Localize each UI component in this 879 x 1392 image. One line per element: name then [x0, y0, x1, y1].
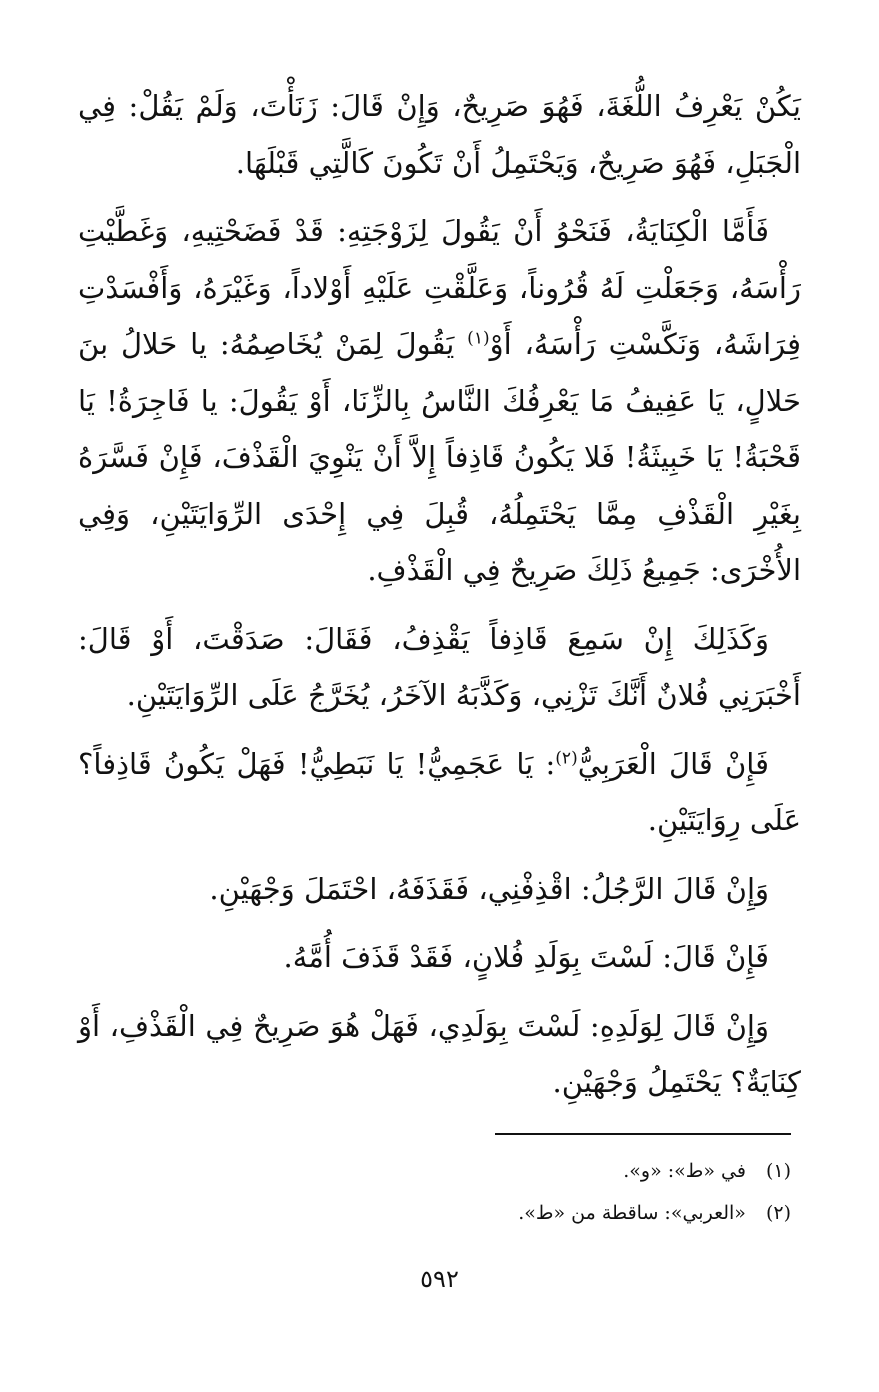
footnotes	[200, 1150, 791, 1234]
footnote-2-number: (٢)	[765, 1202, 791, 1224]
paragraph-6	[78, 929, 801, 986]
paragraph-6-text: فَإِنْ قَالَ: لَسْتَ بِوَلَدِ فُلانٍ، فَقَدْ قَذَفَ أُمَّهُ.	[283, 940, 769, 974]
paragraph-4	[78, 736, 801, 849]
paragraph-5	[78, 861, 801, 918]
paragraph-3-text: وَكَذَلِكَ إِنْ سَمِعَ قَاذِفاً يَقْذِفُ، فَقَالَ: صَدَقْتَ، أَوْ قَالَ: أَخْبَرَنِي فُلانٌ أَنَّكَ تَزْنِي، وَكَذَّبَهُ الآخَرُ، يُخَرَّجُ عَلَى الرِّوَايَتَيْنِ.	[78, 621, 801, 712]
footnote-2-text: «العربي»: ساقطة من «ط».	[518, 1202, 746, 1224]
footnote-1	[200, 1150, 791, 1192]
footnote-2	[200, 1192, 791, 1234]
paragraph-4-text-start: فَإِنْ قَالَ الْعَرَبِيُّ	[577, 746, 769, 781]
paragraph-2	[78, 203, 801, 599]
paragraph-5-text: وَإِنْ قَالَ الرَّجُلُ: اقْذِفْنِي، فَقَذَفَهُ، احْتَمَلَ وَجْهَيْنِ.	[209, 871, 769, 906]
paragraph-2-text-end: يَقُولَ لِمَنْ يُخَاصِمُهُ: يا حَلالُ بنَ حَلالٍ، يَا عَفِيفُ مَا يَعْرِفُكَ النَّاسُ بِالزِّنَا، أَوْ يَقُولَ: يا فَاجِرَةُ! يَا قَحْبَةُ! يَا خَبِيثَةُ! فَلا يَكُونُ قَاذِفاً إِلاَّ أَنْ يَنْوِيَ الْقَذْفَ، فَإِنْ فَسَّرَهُ بِغَيْرِ الْقَذْفِ مِمَّا يَحْتَمِلُهُ، قُبِلَ فِي إِحْدَى الرِّوَايَتَيْنِ، وَفِي الأُخْرَى: جَمِيعُ ذَلِكَ صَرِيحٌ فِي الْقَذْفِ.	[78, 327, 801, 587]
footnote-1-number: (١)	[765, 1160, 791, 1182]
paragraph-4-text-end: : يَا عَجَمِيُّ! يَا نَبَطِيُّ! فَهَلْ يَكُونُ قَاذِفاً؟ عَلَى رِوَايَتَيْنِ.	[78, 746, 801, 837]
paragraph-3	[78, 611, 801, 724]
paragraph-1	[78, 78, 801, 191]
footnote-1-text: في «ط»: «و».	[623, 1160, 746, 1182]
paragraph-7	[78, 998, 801, 1111]
page-number: ٥٩٢	[420, 1265, 459, 1293]
paragraph-2-text-start: فَأَمَّا الْكِنَايَةُ، فَنَحْوُ أَنْ يَقُولَ لِزَوْجَتِهِ: قَدْ فَضَحْتِيهِ، وَغَطَّيْتِ رَأْسَهُ، وَجَعَلْتِ لَهُ قُرُوناً، وَعَلَّقْتِ عَلَيْهِ أَوْلاداً، وَغَيْرَهُ، وَأَفْسَدْتِ فِرَاشَهُ، وَنَكَّسْتِ رَأْسَهُ، أَوْ	[78, 214, 801, 361]
paragraph-7-text: وَإِنْ قَالَ لِوَلَدِهِ: لَسْتَ بِوَلَدِي، فَهَلْ هُوَ صَرِيحٌ فِي الْقَذْفِ، أَوْ كِنَايَةٌ؟ يَحْتَمِلُ وَجْهَيْنِ.	[78, 1008, 801, 1099]
main-text	[78, 78, 801, 1123]
footnote-separator	[495, 1133, 791, 1135]
paragraph-1-text: يَكُنْ يَعْرِفُ اللُّغَةَ، فَهُوَ صَرِيحٌ، وَإِنْ قَالَ: زَنَأْتَ، وَلَمْ يَقُلْ: فِي الْجَبَلِ، فَهُوَ صَرِيحٌ، وَيَحْتَمِلُ أَنْ تَكُونَ كَالَّتِي قَبْلَهَا.	[78, 89, 801, 180]
footnote-marker-1: (١)	[467, 328, 490, 349]
footnote-marker-2: (٢)	[555, 747, 578, 768]
